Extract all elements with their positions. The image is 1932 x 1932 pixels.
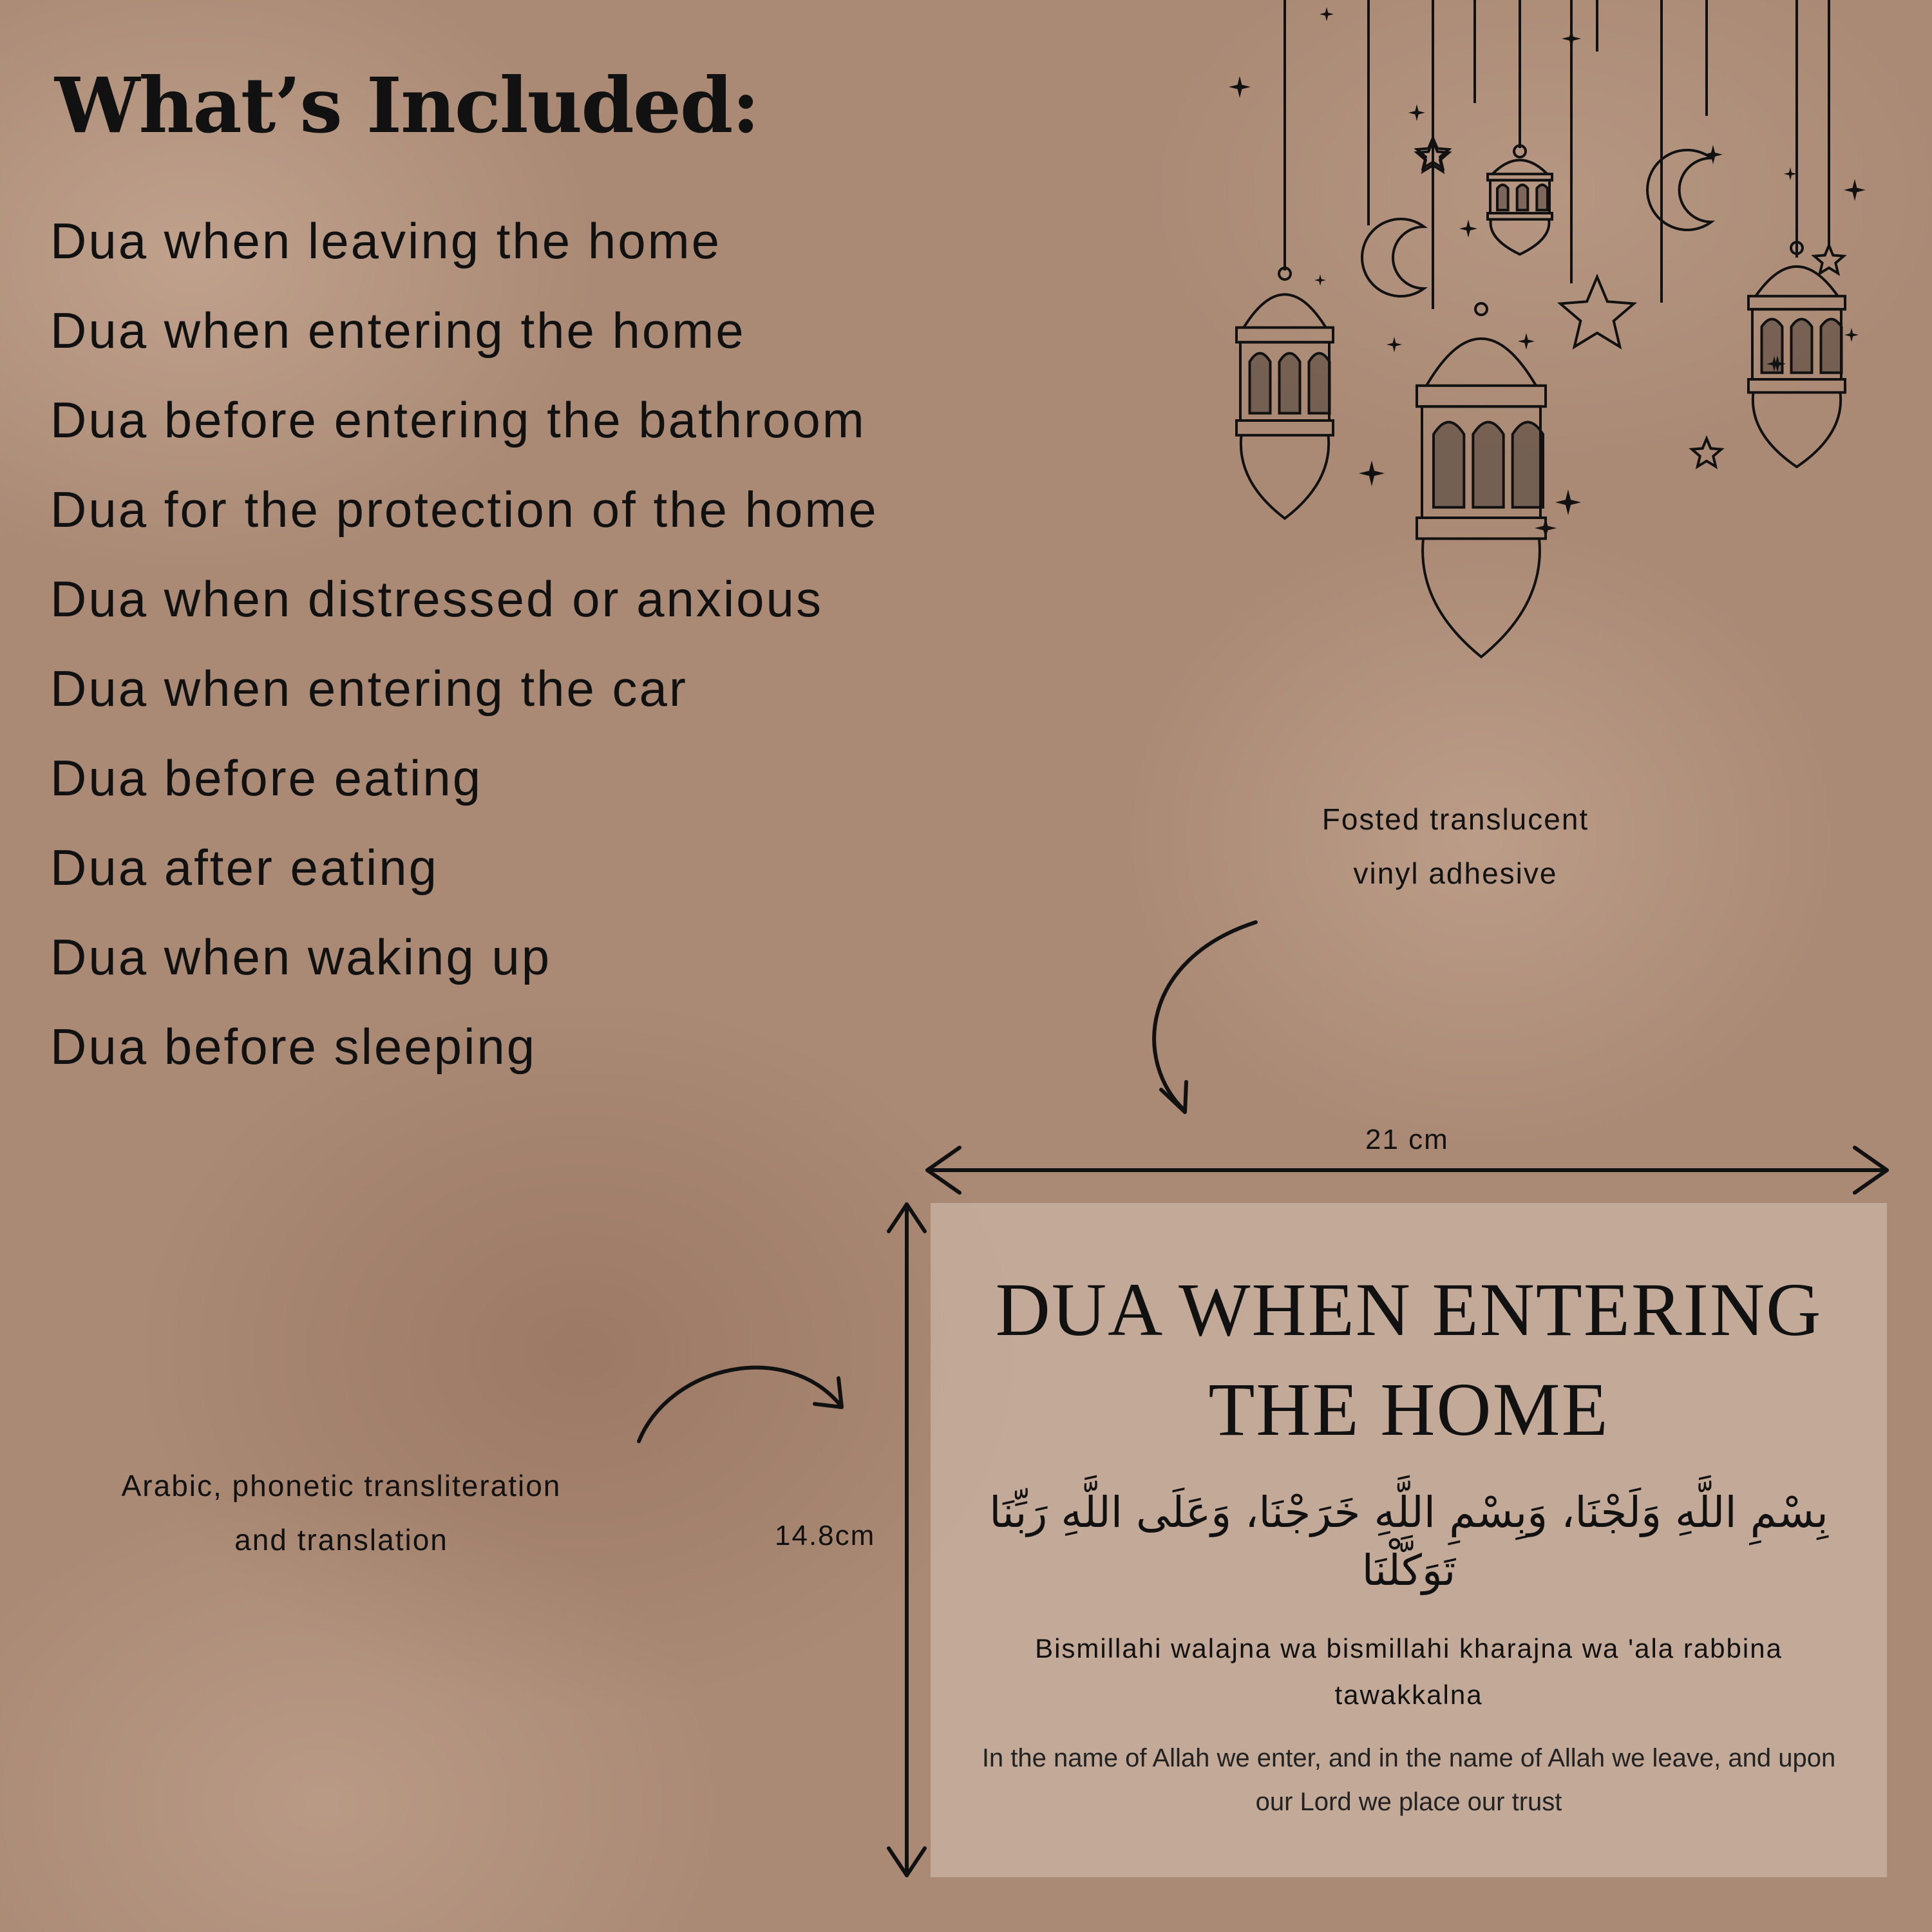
vinyl-line-2: vinyl adhesive bbox=[1353, 857, 1558, 890]
list-item: Dua when entering the car bbox=[50, 660, 688, 717]
list-item: Dua after eating bbox=[50, 839, 439, 896]
list-item: Dua before eating bbox=[50, 750, 483, 806]
list-item: Dua for the protection of the home bbox=[50, 481, 878, 538]
height-dimension-label: 14.8cm bbox=[775, 1520, 876, 1551]
card-translation: In the name of Allah we enter, and in the name of Allah we leave, and upon our Lord we place our trust bbox=[981, 1744, 1836, 1816]
page-heading: What’s Included: bbox=[55, 61, 759, 150]
list-item: Dua when waking up bbox=[50, 929, 552, 985]
content-pointer-arrow bbox=[639, 1368, 840, 1441]
vinyl-line-1: Fosted translucent bbox=[1321, 802, 1589, 836]
card-arabic-text: بِسْمِ اللَّهِ وَلَجْنَا، وَبِسْمِ اللَّهِ خَرَجْنَا، وَعَلَى اللَّهِ رَبِّنَا تَوَكَّلْنَا bbox=[989, 1488, 1828, 1595]
list-item: Dua when distressed or anxious bbox=[50, 571, 823, 627]
card-title-line-2: THE HOME bbox=[1208, 1367, 1609, 1452]
list-item: Dua before entering the bathroom bbox=[50, 392, 866, 448]
list-item: Dua when leaving the home bbox=[50, 213, 721, 269]
card-transliteration: Bismillahi walajna wa bismillahi kharajna wa 'ala rabbina tawakkalna bbox=[1035, 1633, 1783, 1710]
list-item: Dua before sleeping bbox=[50, 1018, 537, 1075]
sample-sticker-card bbox=[931, 1203, 1887, 1877]
vinyl-pointer-arrow bbox=[1154, 922, 1256, 1111]
content-line-2: and translation bbox=[234, 1523, 448, 1557]
width-dimension-label: 21 cm bbox=[1365, 1124, 1449, 1155]
list-item: Dua when entering the home bbox=[50, 302, 746, 359]
card-title-line-1: DUA WHEN ENTERING bbox=[995, 1267, 1823, 1352]
card-title bbox=[931, 1260, 1887, 1459]
content-line-1: Arabic, phonetic transliteration bbox=[121, 1469, 562, 1502]
